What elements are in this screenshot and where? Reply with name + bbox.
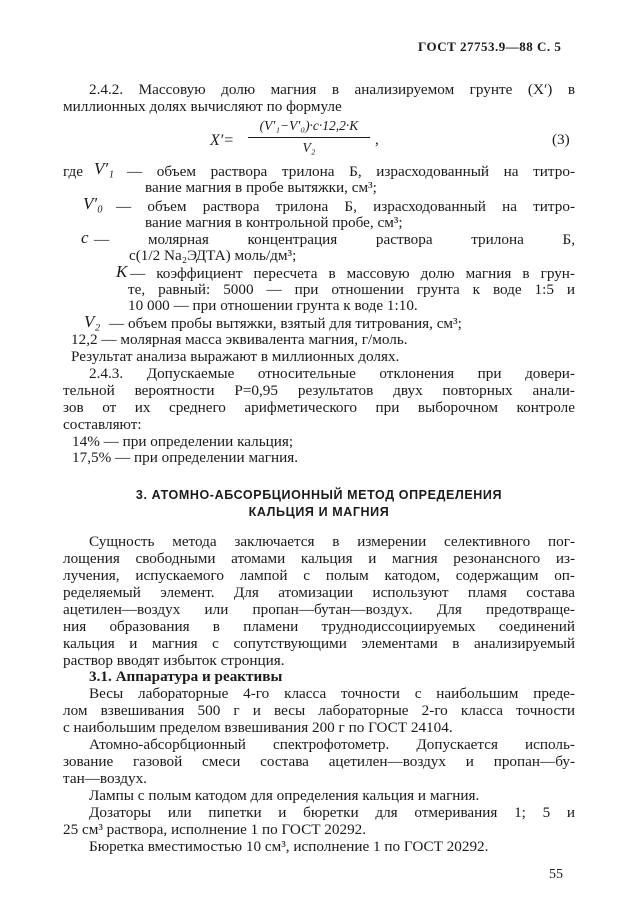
spectro-line3: тан—воздух. (63, 770, 147, 787)
v0-line2: вание магния в контрольной пробе, см³; (145, 214, 403, 231)
para-2-4-3-line1: 2.4.3. Допускаемые относительные отклонения при довери- (89, 365, 575, 382)
k-line1: — коэффициент пересчета в массовую долю магния в грун- (130, 265, 575, 282)
symbol-c: c (81, 228, 89, 247)
result-line: Результат анализа выражают в миллионных долях. (71, 348, 400, 365)
limit-magnesium: 17,5% — при определении магния. (72, 449, 298, 466)
essence-line5: ацетилен—воздух или пропан—бутан—воздух. Для предотвраще- (63, 601, 575, 618)
formula-fraction (248, 118, 370, 156)
where-prefix: где (63, 163, 83, 180)
scales-line2: лом взвешивания 500 г и весы лабораторные 2-го класса точности (63, 702, 575, 719)
m-line1: 12,2 — молярная масса эквивалента магния, г/моль. (71, 331, 408, 348)
formula-number: (3) (552, 131, 570, 148)
v0-line1: — объем раствора трилона Б, израсходованный на титро- (116, 198, 575, 215)
essence-line7: кальция и магния с сопутствующими элементами в анализируемый (63, 635, 575, 652)
essence-line1: Сущность метода заключается в измерении селективного пог- (89, 533, 575, 550)
symbol-v1: V′₁ (94, 159, 115, 178)
section-3-title-line2: КАЛЬЦИЯ И МАГНИЯ (248, 505, 390, 519)
scales-line1: Весы лабораторные 4-го класса точности с наибольшим преде- (89, 685, 575, 702)
running-header: ГОСТ 27753.9—88 С. 5 (418, 39, 562, 54)
limit-calcium: 14% — при определении кальция; (72, 433, 294, 450)
spectro-line2: зование газовой смеси состава ацетилен—воздух и пропан—бу- (63, 753, 575, 770)
burette-line1: Бюретка вместимостью 10 см³, исполнение 1 по ГОСТ 20292. (89, 838, 489, 855)
c-line1: — молярная концентрация раствора трилона Б, (94, 231, 575, 248)
lamps-line1: Лампы с полым катодом для определения кальция и магния. (89, 787, 480, 804)
formula-numerator: (V′₁−V′₀)·c·12,2·K (259, 118, 359, 133)
symbol-k: K (116, 262, 128, 281)
page-number: 55 (549, 867, 563, 882)
formula-lhs: X′= (210, 132, 235, 149)
section-3-title-line1: 3. АТОМНО-АБСОРБЦИОННЫЙ МЕТОД ОПРЕДЕЛЕНИЯ (135, 488, 503, 502)
formula-tail: , (375, 131, 379, 148)
para-2-4-3-line2: тельной вероятности P=0,95 результатов двух повторных анали- (63, 382, 575, 399)
para-2-4-2-line2: миллионных долях вычисляют по формуле (63, 98, 342, 115)
dosers-line2: 25 см³ раствора, исполнение 1 по ГОСТ 20292. (63, 821, 367, 838)
formula-denominator: V₂ (302, 140, 316, 155)
v1-line2: вание магния в пробе вытяжки, см³; (145, 179, 377, 196)
para-2-4-3-line3: зов от их среднего арифметического при выборочном контроле (63, 399, 575, 416)
para-2-4-3-line4: составляют: (63, 416, 142, 433)
k-line3: 10 000 — при отношении грунта к воде 1:10. (128, 297, 418, 314)
spectro-line1: Атомно-абсорбционный спектрофотометр. Допускается исполь- (89, 736, 575, 753)
subsection-3-1-title: 3.1. Аппаратура и реактивы (89, 668, 283, 685)
scales-line3: с наибольшим пределом взвешивания 200 г по ГОСТ 24104. (63, 719, 453, 736)
v2-line1: — объем пробы вытяжки, взятый для титрования, см³; (109, 315, 462, 332)
symbol-v0: V′₀ (83, 194, 104, 213)
k-line2: те, равный: 5000 — при отношении грунта к воде 1:5 и (128, 281, 575, 298)
fraction-bar (248, 137, 370, 138)
essence-line8: раствор вводят избыток стронция. (63, 652, 285, 669)
essence-line4: ределяемый элемент. Для атомизации используют пламя состава (63, 584, 575, 601)
dosers-line1: Дозаторы или пипетки и бюретки для отмеривания 1; 5 и (89, 804, 575, 821)
essence-line3: лучения, испускаемого лампой с полым катодом, содержащим оп- (63, 567, 575, 584)
c-line2: c(1/2 Na₂ЭДТА) моль/дм³; (129, 247, 297, 264)
essence-line2: лощения свободными атомами кальция и магния резонансного из- (63, 550, 575, 567)
essence-line6: ния образования в пламени труднодиссоциируемых соединений (63, 618, 575, 635)
v1-line1: — объем раствора трилона Б, израсходованный на титро- (127, 163, 575, 180)
para-2-4-2-line1: 2.4.2. Массовую долю магния в анализируемом грунте (X′) в (89, 81, 575, 98)
symbol-v2: V₂ (84, 312, 101, 331)
